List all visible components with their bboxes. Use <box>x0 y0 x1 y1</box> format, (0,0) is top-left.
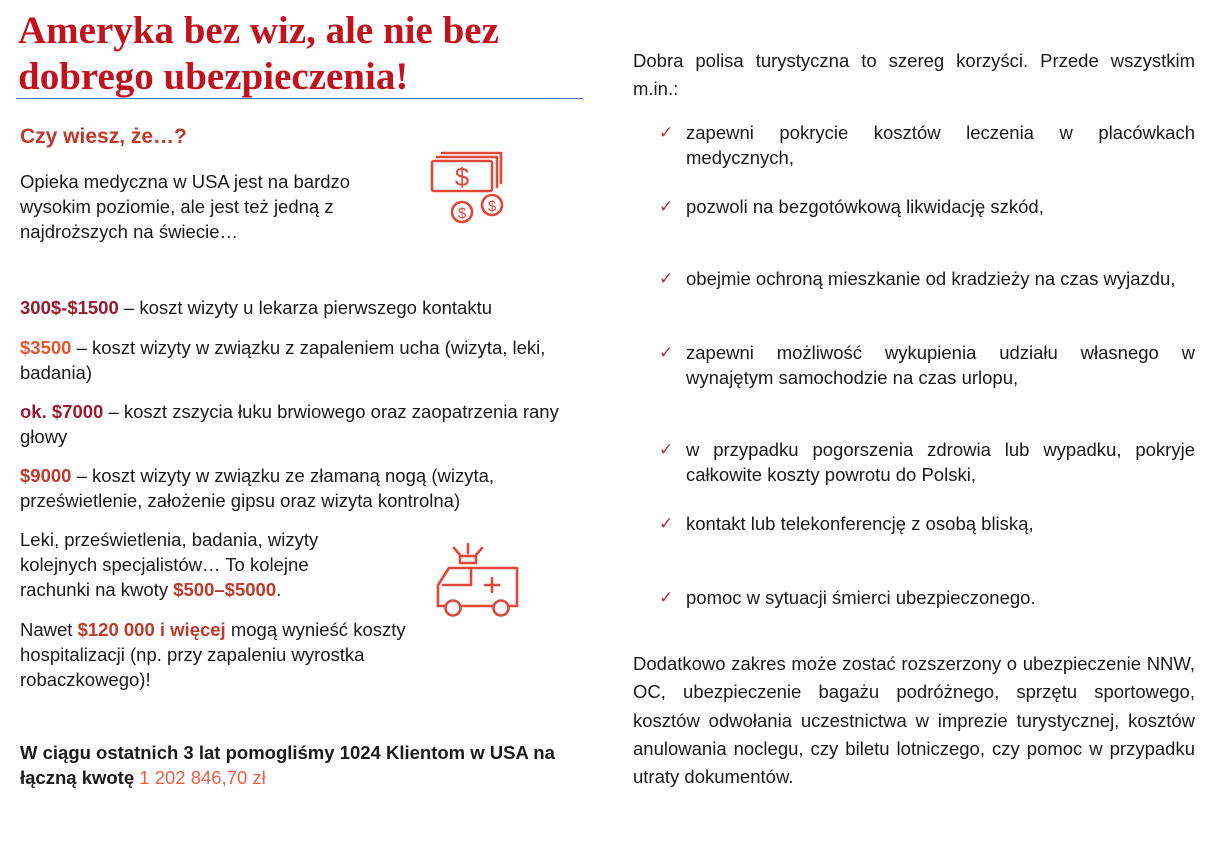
benefits-intro: Dobra polisa turystyczna to szereg korzyści. Przede wszystkim m.in.: <box>633 50 1195 99</box>
dollar-symbol: $ <box>454 162 470 192</box>
cost-amount: $9000 <box>20 465 72 486</box>
coin-dollar-symbol: $ <box>457 205 467 222</box>
benefit-item: ✓ zapewni możliwość wykupienia udziału własnego w wynajętym samochodzie na czas urlopu, <box>659 342 1195 388</box>
check-icon: ✓ <box>659 197 674 216</box>
check-icon: ✓ <box>659 269 674 288</box>
benefit-item: ✓ pozwoli na bezgotówkową likwidację szkód, <box>659 196 1044 217</box>
ambulance-icon <box>432 540 524 620</box>
check-icon: ✓ <box>659 440 674 459</box>
cost-amount: ok. $7000 <box>20 401 104 422</box>
page-title: Ameryka bez wiz, ale nie bez dobrego ubezpieczenia! <box>18 9 499 98</box>
cost-amount: $3500 <box>20 337 72 358</box>
bills-amount: $500–$5000 <box>173 579 277 600</box>
bills-text: Leki, prześwietlenia, badania, wizyty kolejnych specjalistów… To kolejne rachunki na kwoty $500–$5000. <box>20 529 319 600</box>
cost-amount: 300$-$1500 <box>20 297 119 318</box>
cost-description: – koszt wizyty w związku ze złamaną nogą (wizyta, prześwietlenie, założenie gipsu oraz wizyta kontrolna) <box>20 465 495 511</box>
check-icon: ✓ <box>659 588 674 607</box>
cost-description: – koszt wizyty w związku z zapaleniem ucha (wizyta, leki, badania) <box>20 337 546 383</box>
money-icon <box>428 146 510 226</box>
benefit-item: ✓ zapewni pokrycie kosztów leczenia w placówkach medycznych, <box>659 122 1195 168</box>
coin-dollar-symbol: $ <box>487 198 497 215</box>
benefit-item: ✓ w przypadku pogorszenia zdrowia lub wypadku, pokryje całkowite koszty powrotu do Polski, <box>659 439 1195 485</box>
cost-description: – koszt zszycia łuku brwiowego oraz zaopatrzenia rany głowy <box>20 401 559 447</box>
intro-text: Opieka medyczna w USA jest na bardzo wysokim poziomie, ale jest też jedną z najdroższych na świecie… <box>20 171 351 242</box>
cost-item <box>20 335 585 385</box>
additional-coverage-text: Dodatkowo zakres może zostać rozszerzony o ubezpieczenie NNW, OC, ubezpieczenie bagażu podróżnego, sprzętu sportowego, kosztów odwołania uczestnictwa w imprezie turystycznej, kosztów anulowania noclegu, czy biletu lotniczego, czy pomoc w przypadku utraty dokumentów. <box>633 653 1195 788</box>
hospital-text: Nawet $120 000 i więcej mogą wynieść koszty hospitalizacji (np. przy zapaleniu wyrostka robaczkowego)! <box>20 619 406 690</box>
benefit-item: ✓ obejmie ochroną mieszkanie od kradzieży na czas wyjazdu, <box>659 268 1176 289</box>
check-icon: ✓ <box>659 514 674 533</box>
summary-amount: 1 202 846,70 zł <box>139 767 266 788</box>
benefit-item: ✓ pomoc w sytuacji śmierci ubezpieczonego. <box>659 587 1036 608</box>
title-divider <box>16 98 583 99</box>
did-you-know-heading: Czy wiesz, że…? <box>20 125 187 148</box>
cost-item <box>20 463 565 513</box>
cost-item <box>20 295 585 320</box>
check-icon: ✓ <box>659 123 674 142</box>
summary-text: W ciągu ostatnich 3 lat pomogliśmy 1024 Klientom w USA na łączną kwotę 1 202 846,70 zł <box>20 742 555 788</box>
benefit-item: ✓ kontakt lub telekonferencję z osobą bliską, <box>659 513 1034 534</box>
cost-description: – koszt wizyty u lekarza pierwszego kontaktu <box>118 297 493 318</box>
cost-item <box>20 399 585 449</box>
check-icon: ✓ <box>659 343 674 362</box>
hospital-amount: $120 000 i więcej <box>77 619 226 640</box>
